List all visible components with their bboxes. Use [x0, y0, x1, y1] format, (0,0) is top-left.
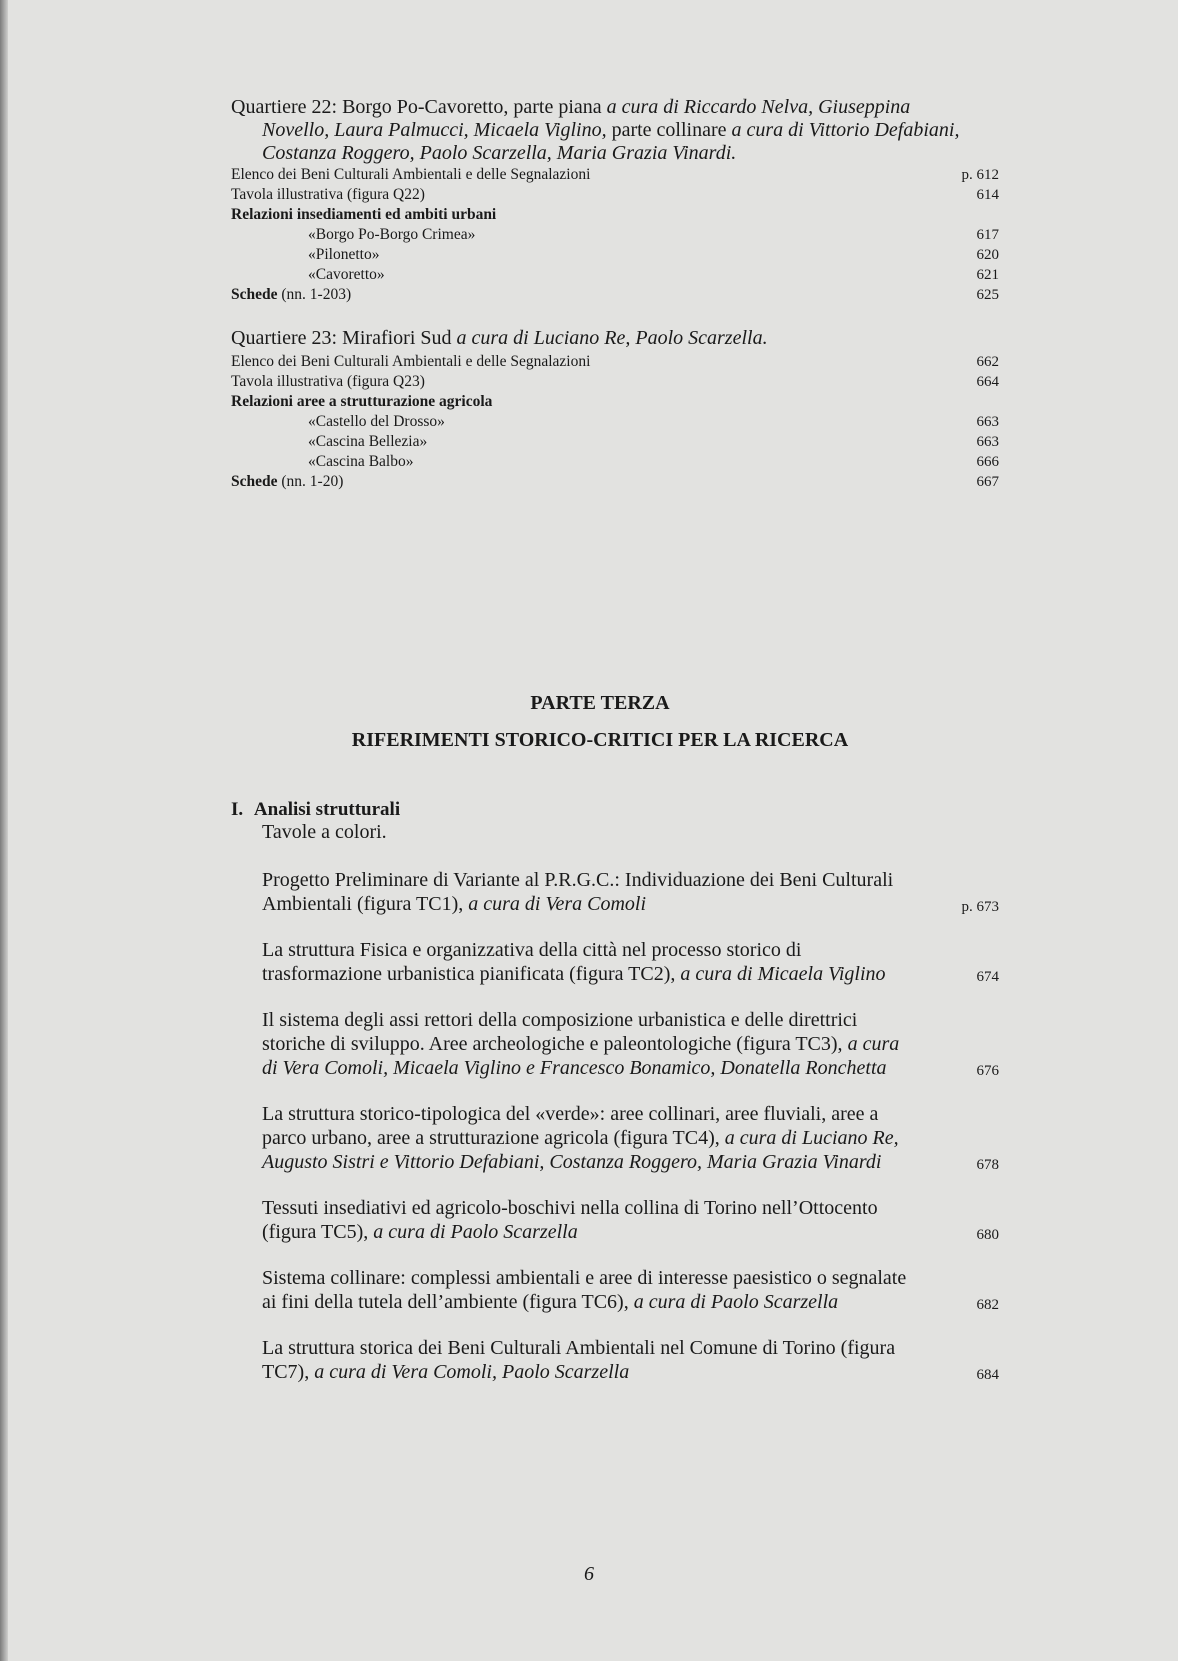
q22-relazioni-heading: Relazioni insediamenti ed ambiti urbani [231, 206, 497, 223]
toc-entry: Tessuti insediativi ed agricolo-boschivi nella collina di Torino nell’Ottocento (figura TC5), a cura di Paolo Scarzella 680 [262, 1197, 999, 1243]
section-subtitle: Tavole a colori. [262, 821, 387, 843]
list-item: «Cavoretto» 621 [308, 266, 999, 283]
q23-elenco-row: Elenco dei Beni Culturali Ambientali e delle Segnalazioni 662 [231, 353, 999, 370]
list-item: «Pilonetto» 620 [308, 246, 999, 263]
list-item: «Cascina Balbo» 666 [308, 453, 999, 470]
list-item: «Castello del Drosso» 663 [308, 413, 999, 430]
q22-tavola-label: Tavola illustrativa (figura Q22) [231, 186, 425, 203]
toc-entry: Progetto Preliminare di Variante al P.R.G.C.: Individuazione dei Beni Culturali Ambientali (figura TC1), a cura di Vera Comoli p. 673 [262, 869, 999, 915]
q22-tavola-page: 614 [976, 187, 999, 203]
q23-heading: Quartiere 23: Mirafiori Sud a cura di Luciano Re, Paolo Scarzella. [231, 327, 768, 349]
toc-entry: La struttura Fisica e organizzativa della città nel processo storico di trasformazione urbanistica pianificata (figura TC2), a cura di Micaela Viglino 674 [262, 939, 999, 985]
list-item: «Cascina Bellezia» 663 [308, 433, 999, 450]
q22-elenco-row [231, 165, 999, 185]
toc-entry: Il sistema degli assi rettori della composizione urbanistica e delle direttrici storiche di sviluppo. Aree archeologiche e paleontologiche (figura TC3), a cura di Vera Comoli, Micaela Viglino e Francesco Bonamico, Donatella Ronchetta 676 [262, 1009, 999, 1079]
toc-entry: La struttura storico-tipologica del «verde»: aree collinari, aree fluviali, aree a parco urbano, aree a strutturazione agricola (figura TC4), a cura di Luciano Re, Augusto Sistri e Vittorio Defabiani, Costanza Roggero, Maria Grazia Vinardi 678 [262, 1103, 999, 1173]
page-number: 6 [584, 1563, 594, 1585]
q22-schede-row: Schede (nn. 1-203) 625 [231, 286, 999, 303]
q23-tavola-row: Tavola illustrativa (figura Q23) 664 [231, 373, 999, 390]
list-item: «Borgo Po-Borgo Crimea» 617 [308, 226, 999, 243]
q22-heading: Quartiere 22: Borgo Po-Cavoretto, parte piana a cura di Riccardo Nelva, Giuseppina Novello, Laura Palmucci, Micaela Viglino, parte collinare a cura di Vittorio Defabiani, Costanza Roggero, Paolo Scarzella, Maria Grazia Vinardi. [231, 96, 960, 164]
toc-entry: La struttura storica dei Beni Culturali Ambientali nel Comune di Torino (figura TC7), a cura di Vera Comoli, Paolo Scarzella 684 [262, 1337, 999, 1383]
q23-relazioni-heading: Relazioni aree a strutturazione agricola [231, 393, 493, 410]
q22-elenco-label: Elenco dei Beni Culturali Ambientali e delle Segnalazioni [231, 166, 591, 183]
section-heading: I. Analisi strutturali [231, 799, 401, 820]
toc-entry: Sistema collinare: complessi ambientali e aree di interesse paesistico o segnalate ai fini della tutela dell’ambiente (figura TC6), a cura di Paolo Scarzella 682 [262, 1267, 999, 1313]
q22-elenco-page: p. 612 [961, 167, 999, 183]
q23-schede-row: Schede (nn. 1-20) 667 [231, 473, 999, 490]
q22-tavola-row [231, 185, 999, 205]
toc-content [231, 96, 999, 1384]
part-title: PARTE TERZA [530, 692, 670, 714]
part-subtitle: RIFERIMENTI STORICO-CRITICI PER LA RICERCA [351, 729, 849, 751]
